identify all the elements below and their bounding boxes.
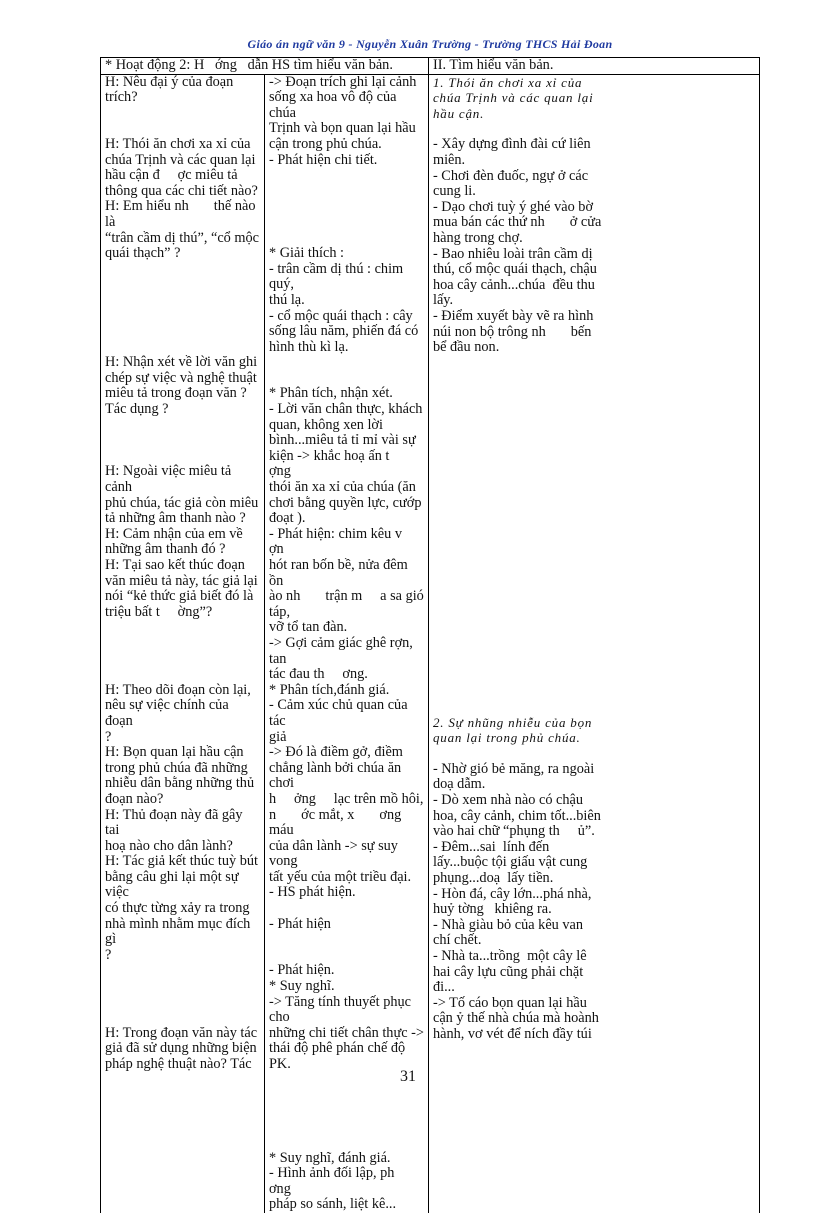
answer-5: - Phát hiện: chim kêu v ợn hót ran bốn bề, nửa đêm ồn ào nh trận m a sa gió táp, vỡ tổ tan đàn.	[268, 525, 424, 636]
answer-6: -> Gợi cảm giác ghê rợn, tan tác đau th ơng.	[268, 634, 413, 683]
question-7: H: Tại sao kết thúc đoạn văn miêu tả này, tác giả lại nói “kẻ thức giả biết đó là triệu bất t ờng”?	[105, 557, 258, 620]
answer-1: -> Đoạn trích ghi lại cảnh sống xa hoa vô độ của chúa Trịnh và bọn quan lại hầu cận trong phủ chúa.	[268, 73, 417, 152]
subsection-2-items: - Nhờ gió bẻ măng, ra ngoài doạ dẫm. - Dò xem nhà nào có chậu hoa, cây cảnh, chim tốt...biên vào hai chữ “phụng th ủ”. - Đêm...sai lính đến lấy...buộc tội giấu vật cung phụng...doạ lấy tiền. - Hòn đá, cây lớn...phá nhà, huỷ tờng khiêng ra. - Nhà giàu bỏ của kêu van chí chết. - Nhà ta...trồng một cây lê hai cây lựu cũng phải chặt đi... -> Tố cáo bọn quan lại hầu cận ỷ thế nhà chúa mà hoành hành, vơ vét để ních đầy túi	[432, 760, 601, 1042]
question-9: H: Bọn quan lại hầu cận trong phủ chúa đã những nhiễu dân bằng những thủ đoạn nào?	[105, 744, 255, 807]
content-column	[428, 74, 759, 1213]
question-12: H: Trong đoạn văn này tác giả đã sử dụng những biện pháp nghệ thuật nào? Tác	[105, 1024, 258, 1072]
answer-3: * Giải thích : - trân cầm dị thú : chim quý, thú lạ. - cổ mộc quái thạch : cây sống lâu năm, phiến đá có hình thù kì lạ.	[268, 245, 419, 355]
spacer	[433, 356, 755, 715]
question-11: H: Tác giả kết thúc tuỳ bút bằng câu ghi lại một sự việc có thực từng xảy ra trong nhà mình nhằm mục đích gì ?	[105, 853, 258, 963]
questions-column	[101, 74, 265, 1213]
answers-column	[264, 74, 428, 1213]
answer-9: - Phát hiện	[268, 915, 331, 932]
section-heading-text: II. Tìm hiểu văn bản.	[432, 57, 554, 73]
question-5: H: Ngoài việc miêu tả cảnh phủ chúa, tác giả còn miêu tả những âm thanh nào ?	[105, 463, 259, 527]
section-heading	[428, 58, 759, 74]
question-2: H: Thói ăn chơi xa xỉ của chúa Trịnh và các quan lại hầu cận đ ợc miêu tả thông qua các chi tiết nào?	[105, 135, 258, 199]
question-4: H: Nhận xét về lời văn ghi chép sự việc và nghệ thuật miêu tả trong đoạn văn ? Tác dụng ?	[105, 354, 258, 418]
question-3: H: Em hiểu nh thế nào là “trân cầm dị thú”, “cổ mộc quái thạch” ?	[105, 198, 260, 262]
question-6: H: Cảm nhận của em về những âm thanh đó ?	[105, 525, 243, 558]
subsection-1-items: - Xây dựng đình đài cứ liên miên. - Chơi đèn đuốc, ngự ở các cung li. - Dạo chơi tuỳ ý ghé vào bờ mua bán các thứ nh ở cửa hàng trong chợ. - Bao nhiêu loài trân cầm dị thú, cổ mộc quái thạch, chậu hoa cây cảnh...chúa đều thu lấy. - Điểm xuyết bày vẽ ra hình núi non bộ trông nh bến bể đầu non.	[432, 136, 602, 356]
question-1: H: Nêu đại ý của đoạn trích?	[105, 73, 234, 106]
table-header-row	[101, 58, 760, 74]
answer-12: * Suy nghĩ, đánh giá. - Hình ảnh đối lập, ph ơng pháp so sánh, liệt kê...	[268, 1149, 397, 1213]
question-8: H: Theo dõi đoạn còn lại, nêu sự việc chính của đoạn ?	[105, 681, 251, 745]
answer-4: * Phân tích, nhận xét. - Lời văn chân thực, khách quan, không xen lời bình...miêu tả tỉ mỉ vài sự kiện -> khắc hoạ ấn t ợng thói ăn xa xỉ của chúa (ăn chơi bằng quyền lực, cướp đoạt ).	[268, 385, 423, 527]
answer-10: - Phát hiện.	[268, 962, 335, 979]
answer-8: - HS phát hiện.	[268, 884, 356, 901]
answer-2: - Phát hiện chi tiết.	[268, 151, 378, 168]
spacer	[433, 121, 755, 137]
subsection-2-title: 2. Sự nhũng nhiễu của bọn quan lại trong phủ chúa.	[432, 714, 593, 746]
table-body-row	[101, 74, 760, 1213]
activity-heading	[101, 58, 429, 74]
spacer	[433, 746, 755, 762]
running-header: Giáo án ngữ văn 9 - Nguyễn Xuân Trường - Trường THCS Hải Đoan	[247, 37, 613, 51]
answer-11: * Suy nghĩ. -> Tăng tính thuyết phục cho những chi tiết chân thực -> thái độ phê phán chế độ PK.	[268, 978, 424, 1072]
page-number: 31	[400, 1068, 416, 1085]
question-10: H: Thủ đoạn này đã gây tai hoạ nào cho dân lành?	[105, 806, 243, 854]
answer-7: * Phân tích,đánh giá. - Cảm xúc chủ quan của tác giả -> Đó là điềm gở, điềm chẳng lành bởi chúa ăn chơi h ởng lạc trên mồ hôi, n ớc mắt, x ơng máu của dân lành -> sự suy vong tất yếu của một triều đại.	[268, 681, 424, 885]
subsection-1-title: 1. Thói ăn chơi xa xỉ của chúa Trịnh và các quan lại hầu cận.	[432, 74, 594, 121]
activity-heading-text: * Hoạt động 2: H ớng dẫn HS tìm hiểu văn bản.	[105, 57, 393, 73]
